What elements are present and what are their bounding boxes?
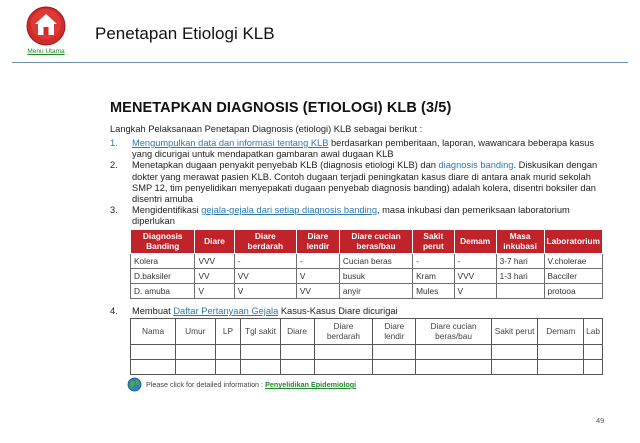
table-cell: VV	[234, 269, 296, 284]
step-text: Mengidentifikasi	[132, 205, 202, 216]
home-icon[interactable]	[26, 6, 66, 46]
table-cell: VV	[195, 269, 234, 284]
table-header-cell: Demam	[454, 230, 496, 254]
table-header-cell: Diagnosis Banding	[131, 230, 195, 254]
table-header-cell: Nama	[131, 319, 176, 345]
table-header-cell: Masa inkubasi	[496, 230, 544, 254]
step-4	[110, 306, 398, 316]
step-text: Membuat	[132, 306, 174, 316]
table-cell[interactable]	[131, 345, 176, 360]
table-cell: -	[234, 254, 296, 269]
table-cell[interactable]	[280, 360, 314, 375]
footer-text	[146, 380, 356, 389]
step-1	[110, 138, 600, 160]
table-cell[interactable]	[584, 360, 603, 375]
table-header-cell: Diare cucian beras/bau	[416, 319, 491, 345]
table-cell[interactable]	[241, 345, 280, 360]
table-cell: Kram	[413, 269, 454, 284]
table-cell: -	[413, 254, 454, 269]
step-1-link[interactable]: Mengumpulkan data dan informasi tentang KLB	[132, 138, 329, 148]
menu-utama-label[interactable]: Menu Utama	[27, 48, 65, 55]
table-cell: V.cholerae	[544, 254, 602, 269]
table-cell: D. amuba	[131, 284, 195, 299]
table-header-row	[131, 319, 603, 345]
step-text: , masa inkubasi dan pemeriksaan laboratorium diperlukan	[132, 205, 570, 227]
table-cell	[496, 284, 544, 299]
footer-note-label: Please click for detailed information :	[146, 380, 266, 389]
table-header-cell: Diare berdarah	[234, 230, 296, 254]
table-header-cell: Diare cucian beras/bau	[339, 230, 412, 254]
table-cell[interactable]	[176, 345, 215, 360]
table-header-row	[131, 230, 603, 254]
table-cell: Bacciler	[544, 269, 602, 284]
step-number: 1.	[110, 138, 118, 148]
step-text: . Diskusikan dengan dokter yang merawat pasien KLB. Contoh dugaan terjadi peningkatan kasus diare di antara anak murid sekolah SMP 12, tim penyelidikan menyepakati dugaan penyebab diagnosis banding) adalah kolera, disentri boksiler dan disentri amuba	[132, 160, 598, 205]
table-cell: V	[195, 284, 234, 299]
step-text: Menetapkan dugaan penyakit penyebab KLB (diagnosis etiologi KLB) dan	[132, 160, 439, 171]
globe-icon[interactable]	[127, 377, 142, 392]
step-3	[110, 205, 600, 227]
table-row	[131, 360, 603, 375]
symptom-questionnaire-table	[130, 318, 603, 375]
table-cell: V	[234, 284, 296, 299]
table-cell[interactable]	[491, 360, 538, 375]
table-cell[interactable]	[584, 345, 603, 360]
table-cell: busuk	[339, 269, 412, 284]
table-cell: -	[296, 254, 339, 269]
table-header-cell: Diare	[195, 230, 234, 254]
step-text: berdasarkan pemberitaan, laporan, wawancara beberapa kasus yang dicurigai untuk mendapatkan gambaran awal dugaan KLB	[132, 138, 595, 160]
table-cell[interactable]	[215, 345, 241, 360]
table-cell[interactable]	[491, 345, 538, 360]
table-cell: 1-3 hari	[496, 269, 544, 284]
table-header-cell: Laboratorium	[544, 230, 602, 254]
daftar-pertanyaan-link[interactable]: Daftar Pertanyaan Gejala	[173, 306, 279, 316]
steps-list	[110, 138, 600, 228]
table-cell: VVV	[454, 269, 496, 284]
table-cell: VV	[296, 284, 339, 299]
table-cell: protooa	[544, 284, 602, 299]
page-number: 49	[596, 416, 605, 425]
table-cell[interactable]	[538, 345, 584, 360]
table-header-cell: Sakit perut	[491, 319, 538, 345]
table-cell: anyir	[339, 284, 412, 299]
table-cell[interactable]	[416, 360, 491, 375]
table-cell[interactable]	[131, 360, 176, 375]
header-divider	[12, 62, 628, 63]
table-cell[interactable]	[215, 360, 241, 375]
gejala-link[interactable]: gejala-gejala dari setiap diagnosis banding	[201, 205, 377, 216]
table-cell[interactable]	[280, 345, 314, 360]
section-title: MENETAPKAN DIAGNOSIS (ETIOLOGI) KLB (3/5)	[110, 100, 452, 116]
penyelidikan-epidemiologi-link[interactable]: Penyelidikan Epidemiologi	[265, 380, 357, 389]
table-header-cell: Lab	[584, 319, 603, 345]
table-row	[131, 254, 603, 269]
table-row	[131, 284, 603, 299]
table-header-cell: Demam	[538, 319, 584, 345]
table-cell: V	[454, 284, 496, 299]
step-text: Kasus-Kasus Diare dicurigai	[278, 306, 398, 316]
table-header-cell: LP	[215, 319, 241, 345]
table-header-cell: Umur	[176, 319, 215, 345]
table-cell: Mules	[413, 284, 454, 299]
menu-utama-button[interactable]	[22, 6, 70, 58]
table-cell: V	[296, 269, 339, 284]
table-cell: -	[454, 254, 496, 269]
top-bar	[0, 0, 640, 64]
page-title: Penetapan Etiologi KLB	[95, 24, 275, 43]
table-header-cell: Diare lendir	[373, 319, 416, 345]
table-cell[interactable]	[241, 360, 280, 375]
intro-text: Langkah Pelaksanaan Penetapan Diagnosis (etiologi) KLB sebagai berikut :	[110, 124, 423, 134]
table-header-cell: Tgl sakit	[241, 319, 280, 345]
table-cell: Cucian beras	[339, 254, 412, 269]
step-number: 3.	[110, 205, 118, 216]
table-cell[interactable]	[416, 345, 491, 360]
table-cell: Kolera	[131, 254, 195, 269]
table-cell[interactable]	[314, 360, 373, 375]
table-cell: D.baksiler	[131, 269, 195, 284]
table-cell[interactable]	[373, 360, 416, 375]
diagnosis-banding-link[interactable]: diagnosis banding	[438, 160, 514, 171]
table-header-cell: Sakit perut	[413, 230, 454, 254]
step-number: 4.	[110, 306, 118, 316]
table-row	[131, 345, 603, 360]
table-header-cell: Diare lendir	[296, 230, 339, 254]
table-header-cell: Diare berdarah	[314, 319, 373, 345]
table-cell[interactable]	[314, 345, 373, 360]
diagnosis-table	[130, 229, 603, 299]
table-header-cell: Diare	[280, 319, 314, 345]
table-cell[interactable]	[373, 345, 416, 360]
table-cell[interactable]	[176, 360, 215, 375]
step-2	[110, 160, 600, 205]
step-number: 2.	[110, 160, 118, 171]
table-cell: VVV	[195, 254, 234, 269]
table-cell[interactable]	[538, 360, 584, 375]
table-row	[131, 269, 603, 284]
table-cell: 3-7 hari	[496, 254, 544, 269]
